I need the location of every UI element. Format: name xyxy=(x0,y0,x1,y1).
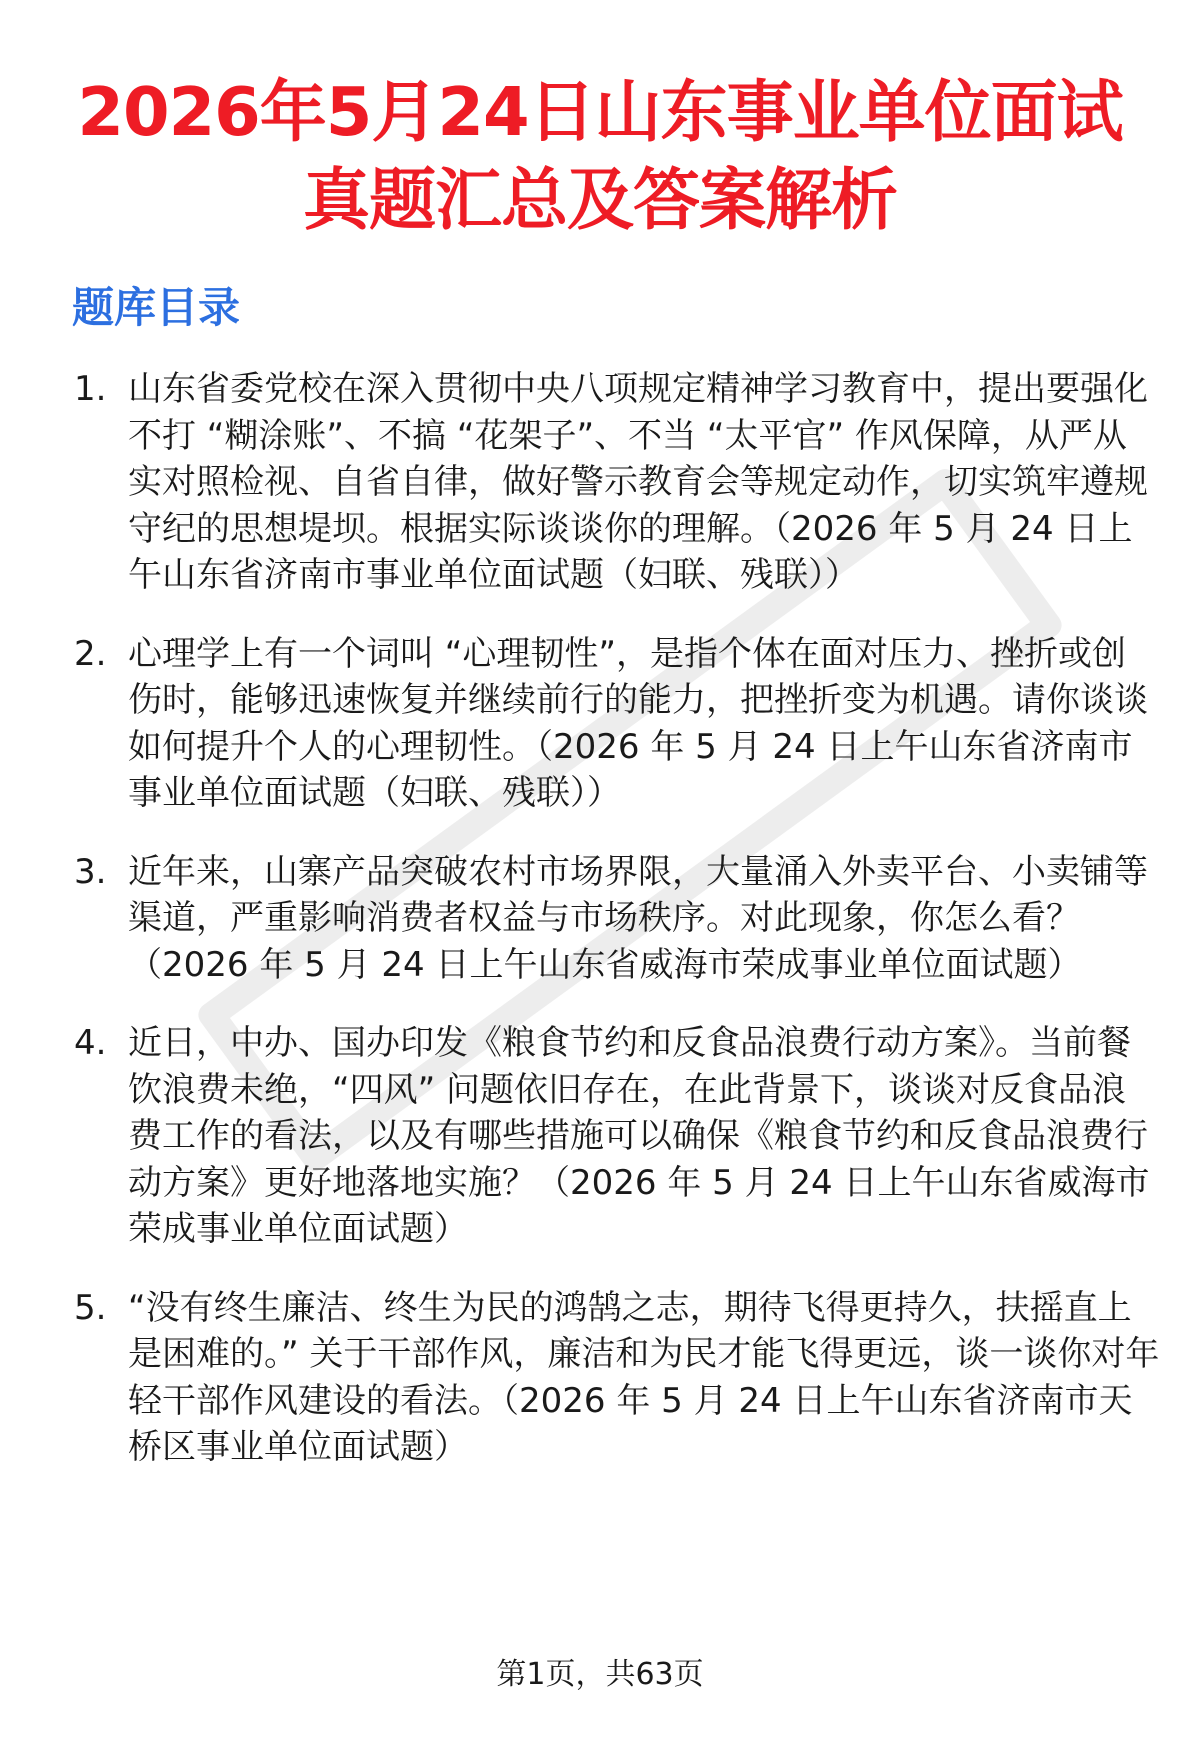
question-text xyxy=(128,1020,1160,1253)
question-number: 5. xyxy=(74,1287,107,1328)
question-item-2 xyxy=(0,631,1200,817)
question-text xyxy=(128,631,1160,817)
question-number: 2. xyxy=(74,633,107,674)
question-text xyxy=(128,849,1160,989)
question-source: （2026 年 5 月 24 日上午山东省威海市荣成事业单位面试题） xyxy=(128,1162,1150,1249)
question-number: 3. xyxy=(74,851,107,892)
question-body: 山东省委党校在深入贯彻中央八项规定精神学习教育中，提出要强化不打 “糊涂账”、不搞 “花架子”、不当 “太平官” 作风保障，从严从实对照检视、自省自律，做好警示教育会等规定动作，切实筑牢遵规守纪的思想堤坝。根据实际谈谈你的理解。 xyxy=(128,369,1148,549)
question-body: “没有终生廉洁、终生为民的鸿鹄之志，期待飞得更持久，扶摇直上是困难的。” 关于干部作风，廉洁和为民才能飞得更远，谈一谈你对年轻干部作风建设的看法。 xyxy=(128,1287,1160,1421)
question-text xyxy=(128,366,1160,599)
question-source: （2026 年 5 月 24 日上午山东省济南市事业单位面试题（妇联、残联）） xyxy=(128,508,1133,595)
question-item-4 xyxy=(0,1020,1200,1253)
title-line-1: 2026年5月24日山东事业单位面试 xyxy=(77,73,1123,151)
question-source: （2026 年 5 月 24 日上午山东省济南市事业单位面试题（妇联、残联）） xyxy=(128,726,1133,813)
question-source: （2026 年 5 月 24 日上午山东省威海市荣成事业单位面试题） xyxy=(128,944,1082,985)
question-body: 心理学上有一个词叫 “心理韧性”，是指个体在面对压力、挫折或创伤时，能够迅速恢复并继续前行的能力，把挫折变为机遇。请你谈谈如何提升个人的心理韧性。 xyxy=(128,633,1148,767)
question-body: 近日，中办、国办印发《粮食节约和反食品浪费行动方案》。当前餐饮浪费未绝，“四风” 问题依旧存在，在此背景下，谈谈对反食品浪费工作的看法，以及有哪些措施可以确保《粮食节约和反食品浪费行动方案》更好地落地实施？ xyxy=(128,1023,1148,1203)
question-item-3 xyxy=(0,849,1200,989)
question-body: 近年来，山寨产品突破农村市场界限，大量涌入外卖平台、小卖铺等渠道，严重影响消费者权益与市场秩序。对此现象，你怎么看？ xyxy=(128,851,1148,938)
question-text xyxy=(128,1285,1160,1471)
page-footer: 第1页，共63页 xyxy=(496,1657,704,1692)
document-title xyxy=(40,68,1160,244)
question-source: （2026 年 5 月 24 日上午山东省济南市天桥区事业单位面试题） xyxy=(128,1380,1133,1467)
section-heading: 题库目录 xyxy=(72,283,241,332)
question-list xyxy=(0,366,1200,1471)
question-number: 4. xyxy=(74,1023,107,1063)
question-item-5 xyxy=(0,1285,1200,1471)
question-number: 1. xyxy=(74,369,107,409)
title-line-2: 真题汇总及答案解析 xyxy=(303,161,897,239)
question-item-1 xyxy=(0,366,1200,599)
